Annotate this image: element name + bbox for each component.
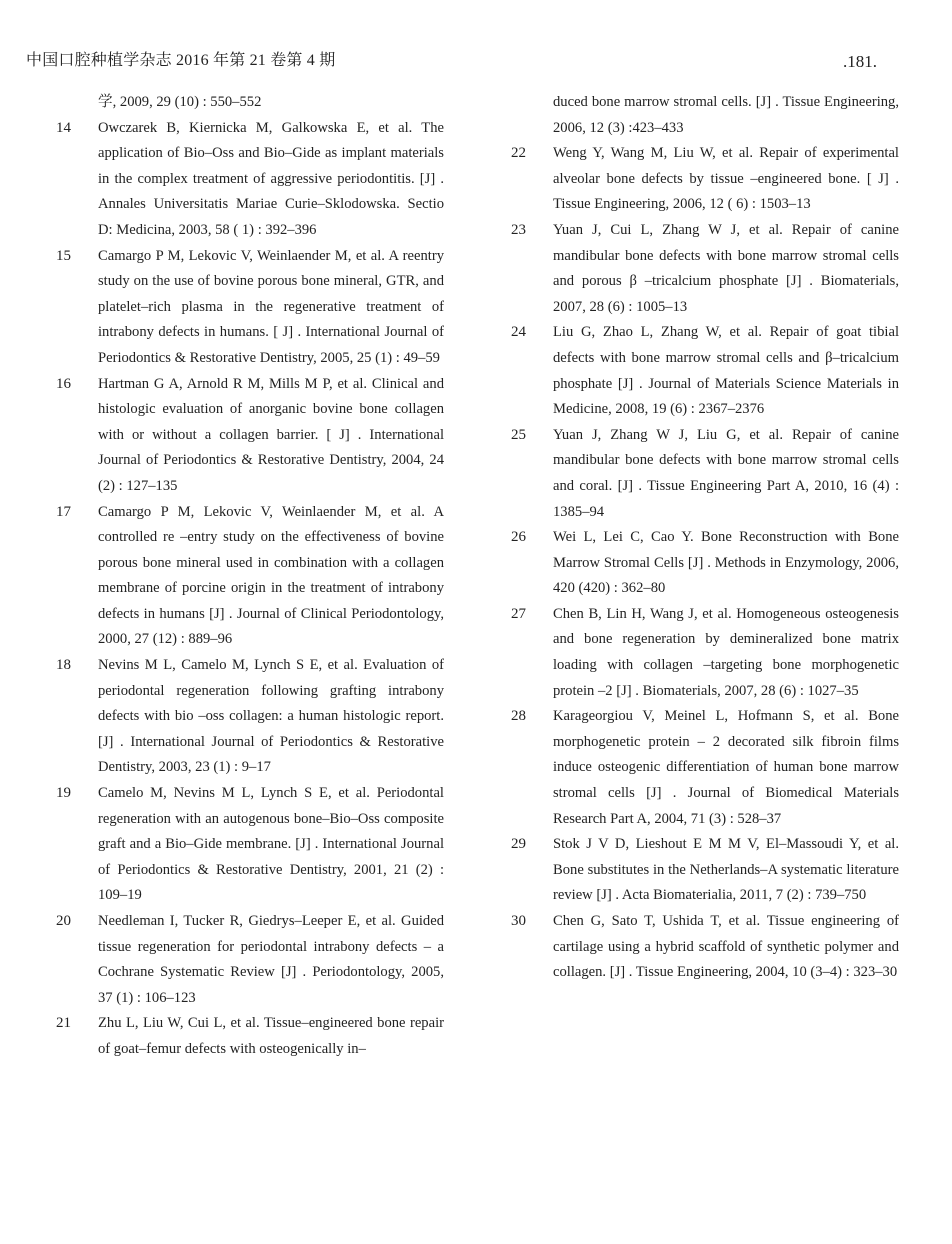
reference-number: 21 [56,1015,71,1032]
reference-item [511,423,899,525]
reference-item [56,781,444,909]
reference-item [56,372,444,500]
reference-number: 19 [56,785,71,802]
reference-number: 24 [511,324,526,341]
reference-number: 18 [56,657,71,674]
reference-number: 27 [511,605,526,622]
reference-number: 15 [56,247,71,264]
reference-item [56,500,444,654]
reference-item [56,1011,444,1062]
reference-number: 25 [511,426,526,443]
reference-text: Camargo P M, Lekovic V, Weinlaender M, et al. A controlled re –entry study on the effectiveness of bovine porous bone mineral used in combination with a collagen membrane of porcine origin in the treatment of intrabony defects in humans [J] . Journal of Clinical Periodontology, 2000, 27 (12) : 889–96 [98,503,444,648]
reference-text: Nevins M L, Camelo M, Lynch S E, et al. Evaluation of periodontal regeneration following grafting intrabony defects with bio –oss collagen: a human histologic report. [J] . International Journal of Periodontics & Restorative Dentistry, 2003, 23 (1) : 9–17 [98,657,444,776]
reference-column-right [511,90,899,986]
reference-text: Yuan J, Cui L, Zhang W J, et al. Repair of canine mandibular bone defects with bone marrow stromal cells and porous β –tricalcium phosphate [J] . Biomaterials, 2007, 28 (6) : 1005–13 [553,221,899,315]
reference-number: 17 [56,503,71,520]
reference-text: Zhu L, Liu W, Cui L, et al. Tissue–engineered bone repair of goat–femur defects with osteogenically in– [98,1015,444,1057]
reference-item [511,602,899,704]
reference-text: Weng Y, Wang M, Liu W, et al. Repair of experimental alveolar bone defects by tissue –engineered bone. [ J] . Tissue Engineering, 2006, 12 ( 6) : 1503–13 [553,145,899,213]
reference-continuation [511,90,899,141]
reference-number: 14 [56,119,71,136]
reference-number: 16 [56,375,71,392]
reference-text: Chen G, Sato T, Ushida T, et al. Tissue engineering of cartilage using a hybrid scaffold of synthetic polymer and collagen. [J] . Tissue Engineering, 2004, 10 (3–4) : 323–30 [553,913,899,981]
reference-item [511,525,899,602]
reference-text: Camargo P M, Lekovic V, Weinlaender M, et al. A reentry study on the use of bovine porous bone mineral, GTR, and platelet–rich plasma in the regenerative treatment of intrabony defects in humans. [ J] . International Journal of Periodontics & Restorative Dentistry, 2005, 25 (1) : 49–59 [98,247,444,366]
reference-number: 20 [56,913,71,929]
reference-text: Karageorgiou V, Meinel L, Hofmann S, et al. Bone morphogenetic protein – 2 decorated silk fibroin films induce osteogenic differentiation of human bone marrow stromal cells [J] . Journal of Biomedical Materials Research Part A, 2004, 71 (3) : 528–37 [553,708,899,827]
reference-text: Owczarek B, Kiernicka M, Galkowska E, et al. The application of Bio–Oss and Bio–Gide as implant materials in the complex treatment of aggressive periodontitis. [J] . Annales Universitatis Mariae Curie–Sklodowska. Sectio D: Medicina, 2003, 58 ( 1) : 392–396 [98,119,444,238]
reference-number: 30 [511,913,526,929]
reference-item [511,832,899,909]
reference-text: Yuan J, Zhang W J, Liu G, et al. Repair of canine mandibular bone defects with bone marrow stromal cells and coral. [J] . Tissue Engineering Part A, 2010, 16 (4) : 1385–94 [553,426,899,520]
reference-text: Hartman G A, Arnold R M, Mills M P, et al. Clinical and histologic evaluation of anorganic bovine bone collagen with or without a collagen barrier. [ J] . International Journal of Periodontics & Restorative Dentistry, 2004, 24 (2) : 127–135 [98,375,444,494]
reference-text: Camelo M, Nevins M L, Lynch S E, et al. Periodontal regeneration with an autogenous bone–Bio–Oss composite graft and a Bio–Gide membrane. [J] . International Journal of Periodontics & Restorative Dentistry, 2001, 21 (2) : 109–19 [98,785,444,904]
reference-text: Stok J V D, Lieshout E M M V, El–Massoudi Y, et al. Bone substitutes in the Netherlands–A systematic literature review [J] . Acta Biomaterialia, 2011, 7 (2) : 739–750 [553,836,899,904]
reference-item [511,704,899,832]
reference-number: 29 [511,836,526,853]
reference-item [56,244,444,372]
reference-column-left [56,90,444,1063]
reference-item [511,320,899,422]
reference-text: 学, 2009, 29 (10) : 550–552 [98,94,262,110]
reference-text: Wei L, Lei C, Cao Y. Bone Reconstruction with Bone Marrow Stromal Cells [J] . Methods in Enzymology, 2006, 420 (420) : 362–80 [553,529,899,597]
reference-number: 22 [511,145,526,162]
reference-item [56,909,444,1011]
reference-item [56,653,444,781]
reference-item [511,909,899,986]
reference-text: Liu G, Zhao L, Zhang W, et al. Repair of goat tibial defects with bone marrow stromal cells and β–tricalcium phosphate [J] . Journal of Materials Science Materials in Medicine, 2008, 19 (6) : 2367–2376 [553,324,899,418]
reference-continuation [56,90,444,116]
reference-item [511,141,899,218]
reference-text: Chen B, Lin H, Wang J, et al. Homogeneous osteogenesis and bone regeneration by demineralized bone matrix loading with collagen –targeting bone morphogenetic protein –2 [J] . Biomaterials, 2007, 28 (6) : 1027–35 [553,605,899,699]
page-number: .181. [843,52,877,71]
reference-item [56,116,444,244]
journal-header: 中国口腔种植学杂志 2016 年第 21 卷第 4 期 [26,52,336,69]
reference-number: 28 [511,708,526,725]
reference-number: 23 [511,221,526,238]
reference-item [511,218,899,320]
reference-number: 26 [511,529,526,546]
reference-text: duced bone marrow stromal cells. [J] . Tissue Engineering, 2006, 12 (3) :423–433 [553,94,899,136]
reference-text: Needleman I, Tucker R, Giedrys–Leeper E, et al. Guided tissue regeneration for periodontal intrabony defects – a Cochrane Systematic Review [J] . Periodontology, 2005, 37 (1) : 106–123 [98,913,444,1006]
